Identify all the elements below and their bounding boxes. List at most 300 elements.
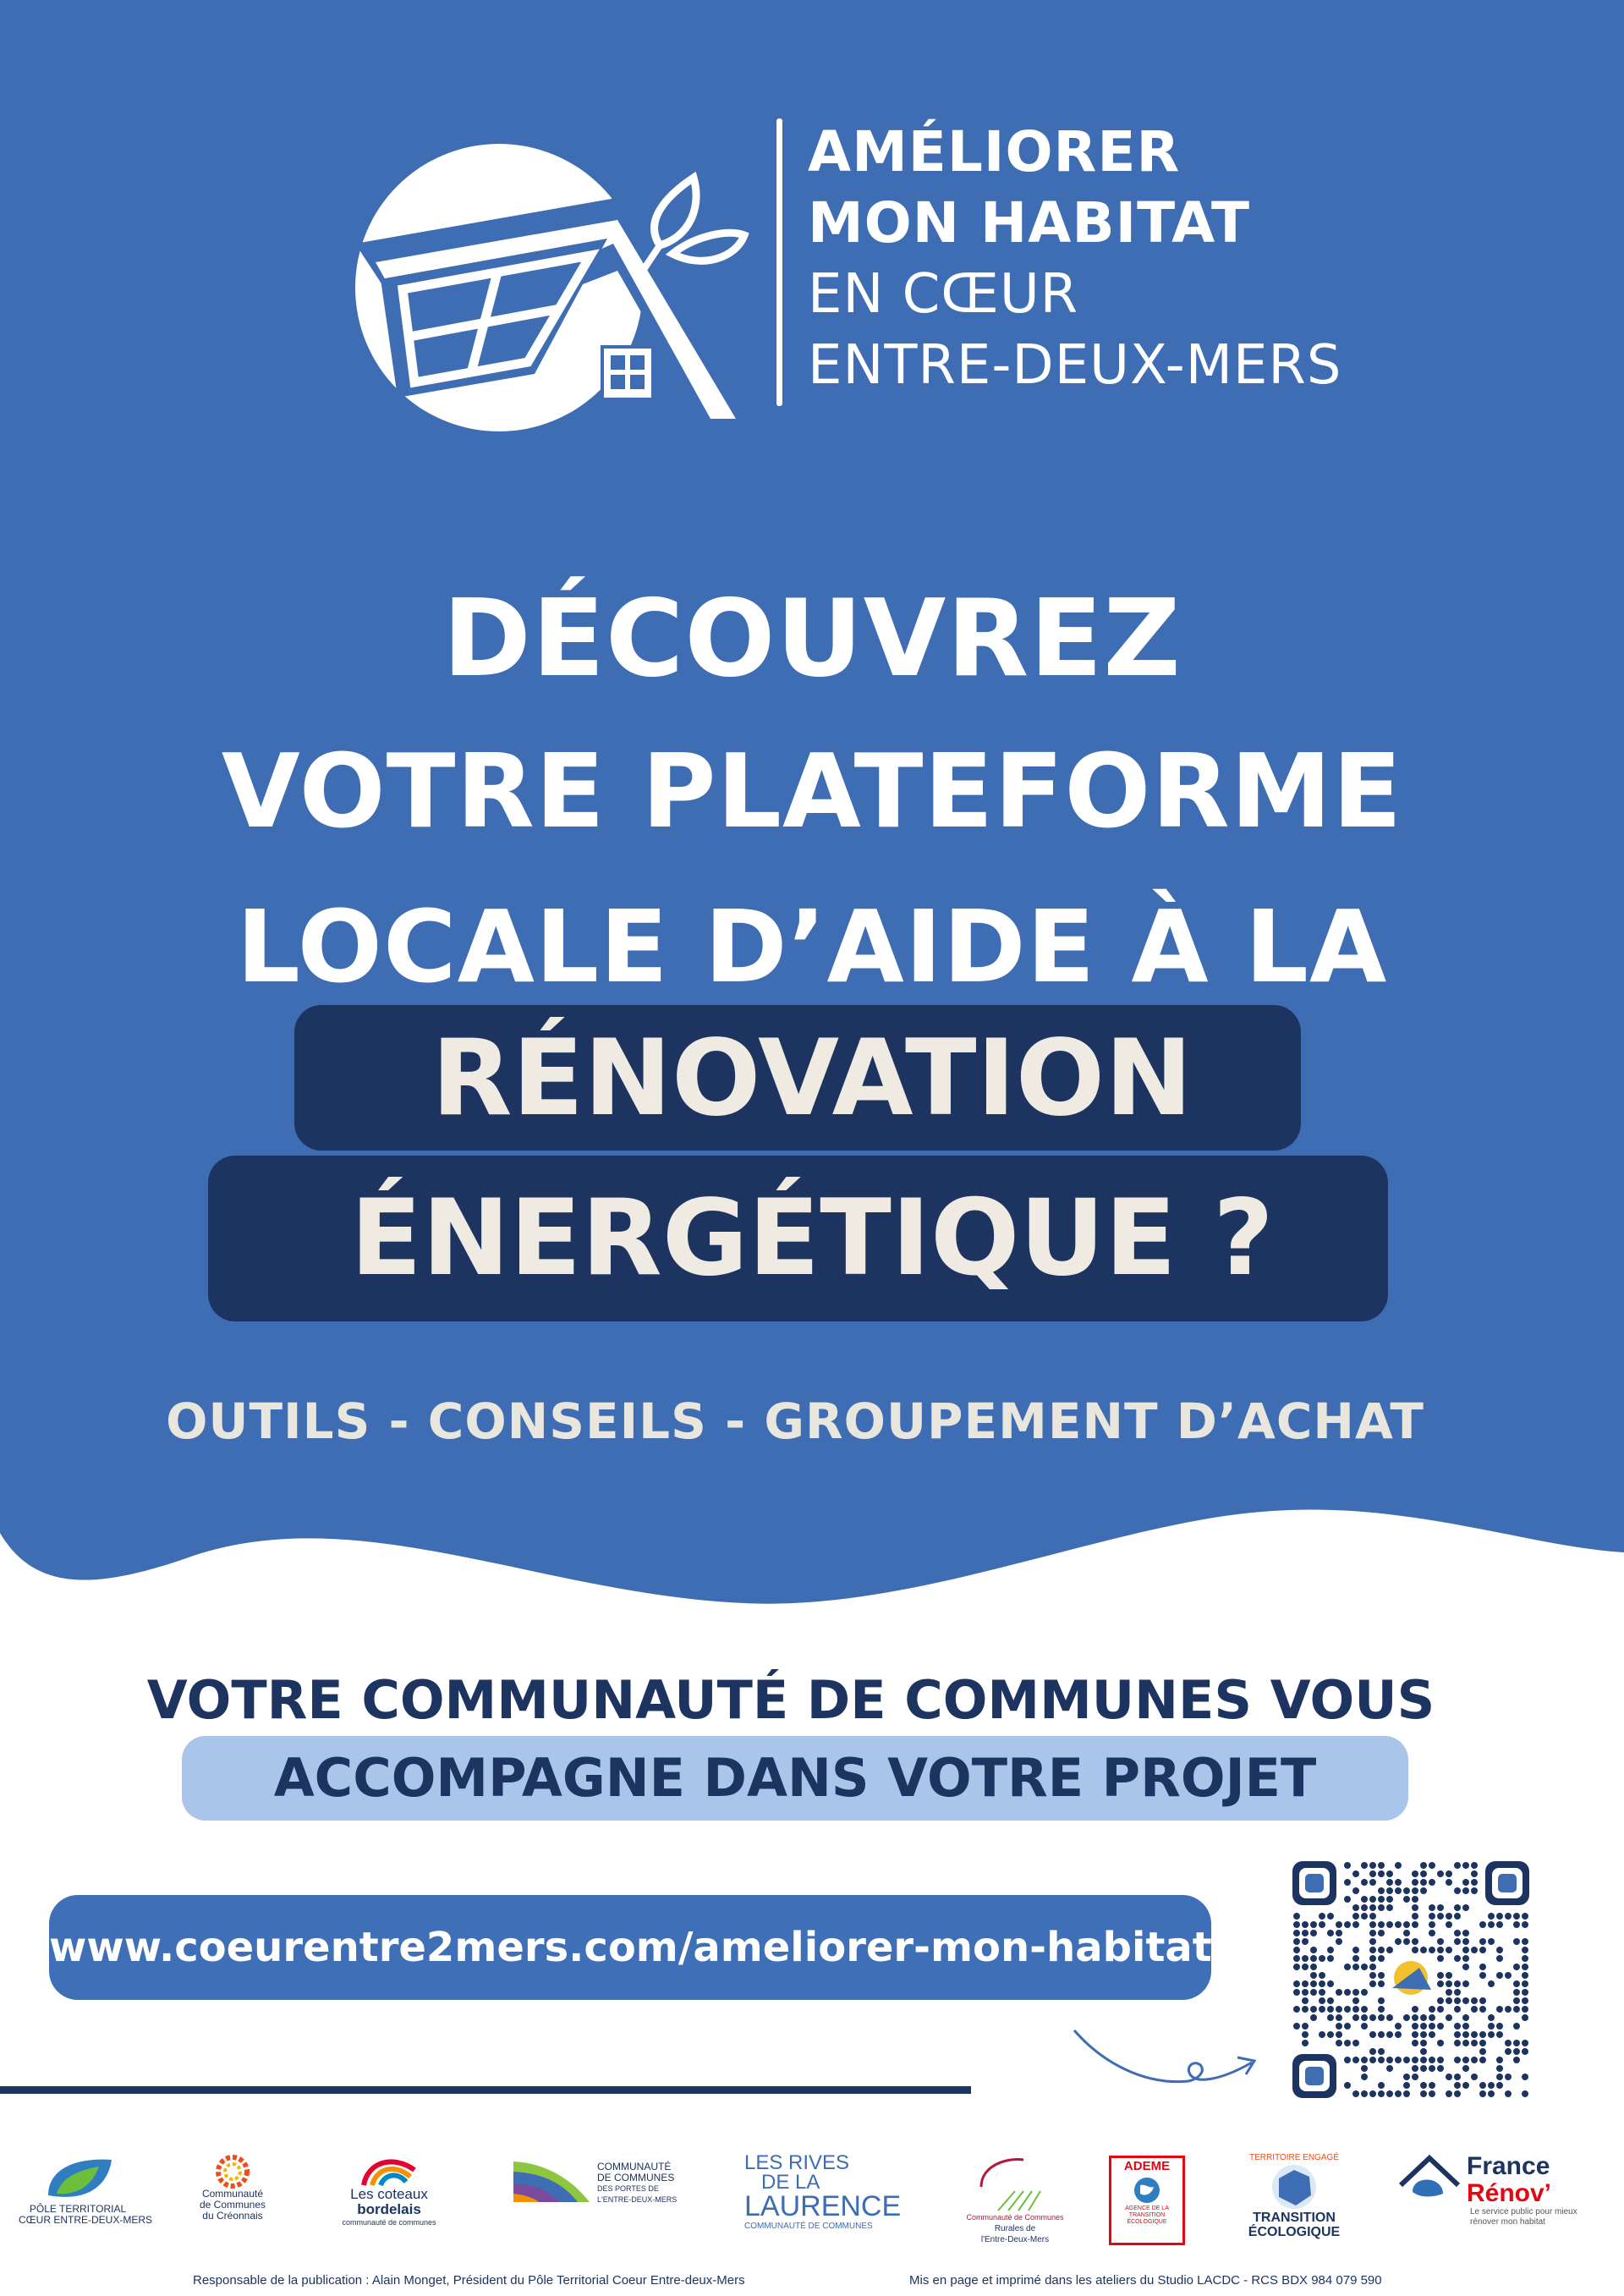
qr-module	[1395, 1887, 1402, 1894]
qr-module	[1293, 1947, 1300, 1953]
curly-arrow-icon	[1070, 2013, 1265, 2106]
qr-module	[1446, 1913, 1452, 1920]
qr-module	[1327, 1980, 1334, 1987]
qr-module	[1522, 2040, 1528, 2046]
qr-module	[1420, 2082, 1427, 2089]
qr-module	[1293, 2023, 1300, 2030]
qr-module	[1386, 1921, 1393, 1928]
qr-module	[1302, 1997, 1309, 2004]
qr-module	[1403, 2082, 1410, 2089]
partner-1-line-1: PÔLE TERRITORIAL	[29, 2203, 127, 2215]
qr-module	[1386, 2014, 1393, 2021]
logo-divider	[776, 118, 782, 406]
headline-line-1: DÉCOUVREZ	[442, 576, 1182, 700]
qr-module	[1361, 2014, 1368, 2021]
headline-line-2: VOTRE PLATEFORME	[221, 733, 1403, 851]
qr-module	[1378, 1904, 1385, 1911]
qr-module	[1378, 1980, 1385, 1987]
logo-line-4: ENTRE-DEUX-MERS	[808, 334, 1342, 397]
qr-module	[1352, 1989, 1359, 1996]
qr-module	[1446, 1989, 1452, 1996]
qr-module	[1454, 1862, 1461, 1869]
qr-module	[1293, 2006, 1300, 2013]
qr-module	[1488, 1921, 1495, 1928]
france-map-icon	[1260, 2163, 1328, 2211]
qr-module	[1344, 1921, 1351, 1928]
qr-module	[1437, 1972, 1444, 1979]
qr-module	[1462, 1879, 1469, 1886]
qr-module	[1488, 2090, 1495, 2097]
qr-module	[1319, 1997, 1325, 2004]
qr-module	[1336, 2014, 1342, 2021]
qr-module	[1513, 1997, 1520, 2004]
qr-module	[1429, 1947, 1435, 1953]
qr-module	[1386, 2057, 1393, 2063]
qr-module	[1496, 2065, 1503, 2072]
qr-module	[1369, 1862, 1376, 1869]
partner-territoire-engage-logo	[1231, 2153, 1358, 2239]
qr-module	[1319, 1913, 1325, 1920]
qr-module	[1454, 2090, 1461, 2097]
partner-3-line-2: bordelais	[357, 2201, 421, 2217]
partner-8-line-1: TERRITOIRE ENGAGÉ	[1249, 2153, 1339, 2162]
qr-module	[1437, 1980, 1444, 1987]
qr-module	[1369, 1980, 1376, 1987]
qr-module	[1429, 2006, 1435, 2013]
qr-module	[1412, 2065, 1418, 2072]
footer-print-credit: Mis en page et imprimé dans les ateliers du Studio LACDC - RCS BDX 984 079 590	[909, 2273, 1382, 2288]
partner-creonnais-logo	[178, 2153, 288, 2222]
striped-hills-icon	[512, 2153, 592, 2204]
qr-module	[1420, 1862, 1427, 1869]
qr-module	[1496, 2082, 1503, 2089]
globe-icon	[1130, 2175, 1164, 2205]
qr-module	[1462, 1887, 1469, 1894]
qr-module	[1496, 2031, 1503, 2038]
qr-module	[1454, 1980, 1461, 1987]
qr-module	[1344, 2082, 1351, 2089]
color-ring-icon	[207, 2153, 258, 2189]
website-link[interactable]: www.coeurentre2mers.com/ameliorer-mon-habitat	[49, 1924, 1212, 1971]
qr-module	[1361, 2057, 1368, 2063]
qr-module	[1319, 1989, 1325, 1996]
qr-module	[1319, 1921, 1325, 1928]
qr-module	[1344, 2006, 1351, 2013]
qr-module	[1302, 2006, 1309, 2013]
qr-module	[1412, 1938, 1418, 1945]
highlight-renovation: RÉNOVATION	[431, 1018, 1193, 1140]
qr-module	[1395, 2057, 1402, 2063]
qr-module	[1496, 2006, 1503, 2013]
headline-line-3: LOCALE D’AIDE À LA	[236, 888, 1388, 1005]
qr-module	[1361, 1896, 1368, 1903]
qr-module	[1454, 2040, 1461, 2046]
qr-module	[1505, 1972, 1512, 1979]
qr-module	[1513, 1921, 1520, 1928]
qr-module	[1513, 1980, 1520, 1987]
qr-module	[1446, 1997, 1452, 2004]
qr-module	[1446, 1870, 1452, 1877]
qr-module	[1513, 2023, 1520, 2030]
partner-ademe-logo	[1108, 2156, 1186, 2245]
qr-module	[1344, 1964, 1351, 1970]
qr-module	[1310, 1930, 1317, 1936]
qr-module	[1471, 1870, 1478, 1877]
qr-module	[1378, 1887, 1385, 1894]
logo-line-2: MON HABITAT	[808, 190, 1251, 255]
qr-module	[1336, 2031, 1342, 2038]
qr-module	[1420, 1887, 1427, 1894]
qr-module	[1352, 1964, 1359, 1970]
qr-module	[1437, 1938, 1444, 1945]
qr-module	[1369, 1879, 1376, 1886]
qr-module	[1496, 1972, 1503, 1979]
qr-module	[1471, 1862, 1478, 1869]
qr-module	[1488, 1938, 1495, 1945]
vineyard-arc-icon	[973, 2153, 1057, 2212]
qr-module	[1412, 2006, 1418, 2013]
qr-module	[1462, 2040, 1469, 2046]
qr-module	[1454, 1955, 1461, 1962]
qr-module	[1488, 2014, 1495, 2021]
qr-module	[1369, 1870, 1376, 1877]
qr-module	[1369, 1972, 1376, 1979]
qr-module	[1310, 2014, 1317, 2021]
qr-module	[1378, 1862, 1385, 1869]
qr-module	[1386, 1879, 1393, 1886]
qr-module	[1437, 1947, 1444, 1953]
qr-module	[1302, 2040, 1309, 2046]
qr-module	[1352, 2006, 1359, 2013]
qr-module	[1479, 2040, 1486, 2046]
qr-module	[1446, 2090, 1452, 2097]
qr-module	[1420, 2090, 1427, 2097]
qr-module	[1454, 1913, 1461, 1920]
qr-module	[1319, 2006, 1325, 2013]
partner-6-line-3: l'Entre-Deux-Mers	[980, 2235, 1050, 2244]
qr-module	[1352, 1904, 1359, 1911]
qr-module	[1310, 1989, 1317, 1996]
qr-module	[1310, 2006, 1317, 2013]
qr-module	[1488, 2023, 1495, 2030]
qr-module	[1412, 1947, 1418, 1953]
qr-module	[1369, 1904, 1376, 1911]
qr-module	[1462, 1904, 1469, 1911]
qr-module	[1471, 2074, 1478, 2080]
qr-module	[1471, 1997, 1478, 2004]
qr-module	[1327, 1913, 1334, 1920]
partner-rurales-entre-deux-mers-logo	[952, 2153, 1078, 2245]
qr-module	[1310, 1955, 1317, 1962]
qr-module	[1378, 1947, 1385, 1953]
partner-4-line-2: DE COMMUNES	[597, 2172, 675, 2183]
qr-module	[1513, 1989, 1520, 1996]
qr-module	[1352, 1997, 1359, 2004]
qr-module	[1462, 1997, 1469, 2004]
qr-module	[1352, 1887, 1359, 1894]
qr-module	[1462, 1980, 1469, 1987]
qr-module	[1310, 1972, 1317, 1979]
partner-1-line-2: CŒUR ENTRE-DEUX-MERS	[19, 2214, 153, 2226]
qr-module	[1403, 1887, 1410, 1894]
qr-module	[1302, 1980, 1309, 1987]
qr-module	[1395, 1862, 1402, 1869]
qr-module	[1352, 2090, 1359, 2097]
qr-module	[1522, 1964, 1528, 1970]
partner-4-line-3: DES PORTES DE	[597, 2184, 659, 2193]
qr-module	[1454, 1887, 1461, 1894]
qr-module	[1522, 2014, 1528, 2021]
qr-module	[1429, 1862, 1435, 1869]
qr-module	[1446, 1947, 1452, 1953]
qr-module	[1488, 1913, 1495, 1920]
house-solar-roof-leaf-icon	[338, 144, 761, 431]
qr-module	[1462, 2023, 1469, 2030]
qr-module	[1429, 1879, 1435, 1886]
partner-6-line-1: Communauté de Communes	[966, 2213, 1064, 2222]
qr-module	[1446, 2074, 1452, 2080]
qr-module	[1505, 2090, 1512, 2097]
qr-module	[1412, 2040, 1418, 2046]
qr-module	[1369, 1955, 1376, 1962]
qr-module	[1386, 1904, 1393, 1911]
qr-module	[1454, 1938, 1461, 1945]
qr-module	[1454, 2082, 1461, 2089]
qr-module	[1479, 1997, 1486, 2004]
qr-module	[1361, 2074, 1368, 2080]
qr-module	[1327, 1947, 1334, 1953]
qr-module	[1454, 2031, 1461, 2038]
qr-module	[1319, 2031, 1325, 2038]
qr-module	[1454, 2023, 1461, 2030]
qr-module	[1352, 1913, 1359, 1920]
community-line-1: VOTRE COMMUNAUTÉ DE COMMUNES VOUS	[146, 1669, 1435, 1731]
qr-module	[1386, 1870, 1393, 1877]
qr-module	[1429, 2082, 1435, 2089]
logo-line-3: EN CŒUR	[808, 263, 1079, 326]
qr-module	[1361, 2006, 1368, 2013]
partner-7-line-3: TRANSITION	[1128, 2212, 1166, 2218]
qr-module	[1378, 2006, 1385, 2013]
qr-module	[1344, 1879, 1351, 1886]
qr-module	[1352, 2057, 1359, 2063]
partner-6-line-2: Rurales de	[994, 2224, 1036, 2233]
qr-module	[1319, 1972, 1325, 1979]
qr-module	[1336, 2023, 1342, 2030]
qr-module	[1327, 1930, 1334, 1936]
qr-module	[1522, 1980, 1528, 1987]
qr-module	[1429, 1904, 1435, 1911]
qr-module	[1310, 1980, 1317, 1987]
partner-5-line-1: LES RIVES	[744, 2151, 850, 2174]
qr-module	[1429, 1930, 1435, 1936]
qr-module	[1378, 2014, 1385, 2021]
qr-module	[1505, 2074, 1512, 2080]
qr-module	[1420, 1879, 1427, 1886]
qr-module	[1327, 2031, 1334, 2038]
qr-module	[1479, 2090, 1486, 2097]
partner-3-line-1: Les coteaux	[350, 2186, 428, 2202]
qr-module	[1412, 2057, 1418, 2063]
qr-module	[1454, 2006, 1461, 2013]
qr-module	[1462, 2057, 1469, 2063]
qr-module	[1454, 1904, 1461, 1911]
qr-module	[1420, 2065, 1427, 2072]
qr-module	[1361, 1862, 1368, 1869]
qr-module	[1336, 1938, 1342, 1945]
partner-pole-territorial-logo	[19, 2153, 153, 2226]
qr-module	[1361, 1913, 1368, 1920]
qr-module	[1378, 1921, 1385, 1928]
qr-module	[1352, 1870, 1359, 1877]
qr-module	[1378, 1955, 1385, 1962]
qr-module	[1522, 2074, 1528, 2080]
qr-module	[1462, 1938, 1469, 1945]
qr-module	[1361, 1879, 1368, 1886]
qr-module	[1336, 1921, 1342, 1928]
qr-module	[1429, 2065, 1435, 2072]
qr-module	[1522, 1997, 1528, 2004]
qr-module	[1429, 1913, 1435, 1920]
qr-module	[1403, 2014, 1410, 2021]
qr-module	[1369, 2057, 1376, 2063]
partner-7-line-4: ÉCOLOGIQUE	[1127, 2219, 1167, 2225]
qr-module	[1522, 1989, 1528, 1996]
qr-module	[1471, 1879, 1478, 1886]
partner-2-line-1: Communauté	[201, 2188, 264, 2200]
community-line-2: ACCOMPAGNE DANS VOTRE PROJET	[273, 1747, 1317, 1809]
qr-module	[1462, 2031, 1469, 2038]
qr-module	[1319, 1955, 1325, 1962]
qr-module	[1378, 1930, 1385, 1936]
qr-module	[1446, 2014, 1452, 2021]
qr-module	[1361, 2090, 1368, 2097]
qr-module	[1386, 2031, 1393, 2038]
qr-module	[1446, 1980, 1452, 1987]
qr-module	[1386, 2065, 1393, 2072]
qr-module	[1471, 2006, 1478, 2013]
qr-module	[1395, 2090, 1402, 2097]
qr-module	[1412, 1904, 1418, 1911]
qr-module	[1462, 1947, 1469, 1953]
qr-module	[1395, 1938, 1402, 1945]
qr-module	[1412, 1896, 1418, 1903]
qr-module	[1412, 2074, 1418, 2080]
qr-module	[1437, 2057, 1444, 2063]
qr-module	[1429, 2057, 1435, 2063]
qr-module	[1420, 2057, 1427, 2063]
qr-module	[1369, 2014, 1376, 2021]
qr-module	[1293, 1964, 1300, 1970]
qr-module	[1386, 1947, 1393, 1953]
qr-module	[1513, 2048, 1520, 2055]
qr-module	[1496, 2074, 1503, 2080]
qr-module	[1513, 2057, 1520, 2063]
qr-module	[1403, 2090, 1410, 2097]
qr-module	[1378, 1896, 1385, 1903]
qr-module	[1454, 1997, 1461, 2004]
qr-module	[1471, 2031, 1478, 2038]
partner-coteaux-bordelais-logo	[334, 2153, 444, 2228]
qr-module	[1327, 2014, 1334, 2021]
qr-module	[1522, 2006, 1528, 2013]
partner-5-line-4: COMMUNAUTÉ DE COMMUNES	[744, 2222, 873, 2231]
qr-module	[1378, 2048, 1385, 2055]
qr-module	[1446, 1921, 1452, 1928]
qr-module	[1437, 1955, 1444, 1962]
qr-module	[1369, 2048, 1376, 2055]
partner-9-line-3: Le service public pour mieux	[1470, 2207, 1577, 2216]
partner-4-line-4: L'ENTRE-DEUX-MERS	[597, 2195, 678, 2204]
qr-code-icon[interactable]	[1292, 1861, 1529, 2098]
qr-module	[1327, 1955, 1334, 1962]
qr-module	[1462, 2082, 1469, 2089]
qr-module	[1522, 1938, 1528, 1945]
qr-module	[1462, 2065, 1469, 2072]
qr-module	[1395, 2031, 1402, 2038]
qr-module	[1327, 1997, 1334, 2004]
qr-module	[1412, 1887, 1418, 1894]
qr-module	[1344, 1989, 1351, 1996]
qr-module	[1369, 1930, 1376, 1936]
qr-module	[1462, 1964, 1469, 1970]
qr-module	[1429, 2023, 1435, 2030]
qr-module	[1293, 1938, 1300, 1945]
highlight-energetique: ÉNERGÉTIQUE ?	[350, 1178, 1274, 1299]
partner-9-line-4: rénover mon habitat	[1470, 2217, 1545, 2227]
footer-publication-credit: Responsable de la publication : Alain Monget, Président du Pôle Territorial Coeur Entre-deux-Mers	[193, 2273, 745, 2288]
qr-module	[1378, 2057, 1385, 2063]
qr-module	[1420, 1870, 1427, 1877]
partner-7-line-2: AGENCE DE LA	[1125, 2205, 1169, 2211]
qr-module	[1522, 2048, 1528, 2055]
qr-module	[1522, 1972, 1528, 1979]
qr-module	[1479, 2082, 1486, 2089]
partner-7-line-1: ADEME	[1123, 2159, 1171, 2173]
qr-module	[1344, 2023, 1351, 2030]
qr-module	[1361, 1989, 1368, 1996]
partner-8-line-2: TRANSITION	[1253, 2211, 1336, 2225]
qr-module	[1369, 1913, 1376, 1920]
qr-module	[1302, 1930, 1309, 1936]
qr-module	[1327, 2006, 1334, 2013]
qr-module	[1293, 1989, 1300, 1996]
qr-module	[1429, 2090, 1435, 2097]
qr-module	[1352, 1921, 1359, 1928]
qr-module	[1412, 2014, 1418, 2021]
qr-module	[1336, 2006, 1342, 2013]
qr-module	[1378, 2090, 1385, 2097]
qr-module	[1496, 1921, 1503, 1928]
qr-module	[1513, 2040, 1520, 2046]
qr-module	[1344, 2057, 1351, 2063]
qr-module	[1386, 1887, 1393, 1894]
qr-module	[1403, 2057, 1410, 2063]
qr-module	[1437, 2006, 1444, 2013]
qr-module	[1513, 1964, 1520, 1970]
qr-module	[1369, 1964, 1376, 1970]
rainbow-arcs-icon	[359, 2153, 419, 2187]
partner-9-line-1: France	[1467, 2152, 1550, 2180]
qr-module	[1369, 2031, 1376, 2038]
tagline: OUTILS - CONSEILS - GROUPEMENT D’ACHAT	[166, 1392, 1424, 1450]
qr-module	[1479, 1972, 1486, 1979]
qr-module	[1310, 1947, 1317, 1953]
qr-module	[1361, 1904, 1368, 1911]
qr-module	[1429, 2014, 1435, 2021]
qr-module	[1403, 1930, 1410, 1936]
partner-france-renov-logo	[1396, 2153, 1607, 2227]
